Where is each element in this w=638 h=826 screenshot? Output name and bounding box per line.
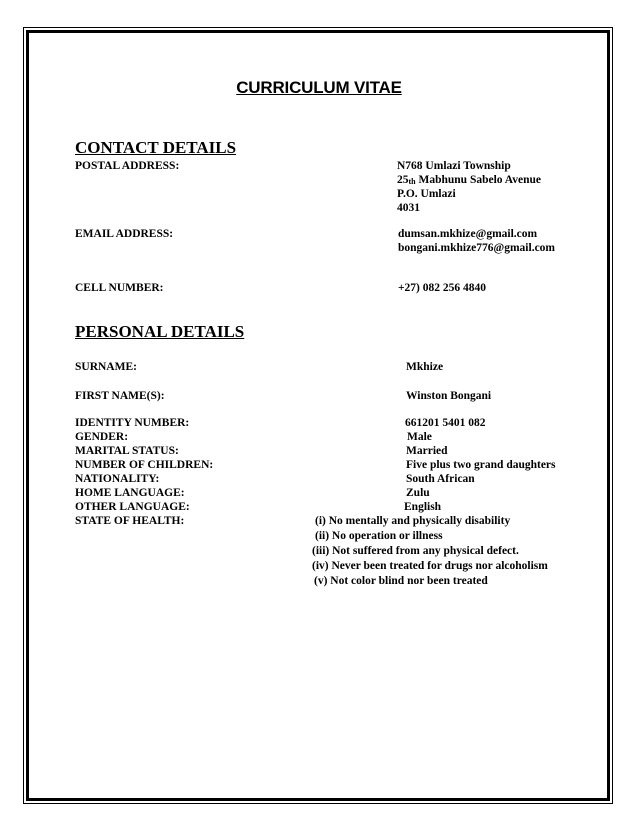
nationality-label: NATIONALITY: (75, 473, 160, 485)
identity-number-value: 661201 5401 082 (405, 417, 486, 429)
street-number: 25 (397, 174, 409, 186)
number-of-children-label: NUMBER OF CHILDREN: (75, 459, 214, 471)
street-name: Mabhunu Sabelo Avenue (418, 174, 541, 186)
home-language-label: HOME LANGUAGE: (75, 487, 185, 499)
contact-details-heading: CONTACT DETAILS (75, 138, 237, 157)
page-title: CURRICULUM VITAE (236, 78, 402, 97)
health-item-2: (ii) No operation or illness (315, 530, 443, 542)
postal-line-3: P.O. Umlazi (397, 188, 456, 200)
postal-line-1: N768 Umlazi Township (397, 160, 511, 172)
first-names-value: Winston Bongani (406, 390, 492, 402)
health-item-4: (iv) Never been treated for drugs nor alcoholism (312, 560, 548, 572)
health-item-3: (iii) Not suffered from any physical defect. (312, 545, 519, 557)
marital-status-value: Married (406, 445, 448, 457)
home-language-value: Zulu (406, 487, 430, 499)
email-value-2: bongani.mkhize776@gmail.com (398, 242, 556, 254)
other-language-value: English (404, 501, 442, 513)
marital-status-label: MARITAL STATUS: (75, 445, 179, 457)
state-of-health-label: STATE OF HEALTH: (75, 515, 185, 527)
other-language-label: OTHER LANGUAGE: (75, 501, 190, 513)
postal-line-2 (397, 174, 541, 186)
identity-number-label: IDENTITY NUMBER: (75, 417, 190, 429)
street-number-suffix: th (408, 177, 416, 186)
surname-label: SURNAME: (75, 361, 137, 373)
cell-number-value: +27) 082 256 4840 (398, 282, 487, 294)
gender-value: Male (407, 431, 432, 443)
cell-number-label: CELL NUMBER: (75, 282, 164, 294)
surname-value: Mkhize (406, 361, 444, 373)
nationality-value: South African (406, 473, 475, 485)
postal-address-label: POSTAL ADDRESS: (75, 160, 180, 172)
health-item-1: (i) No mentally and physically disability (315, 515, 511, 527)
number-of-children-value: Five plus two grand daughters (406, 459, 556, 471)
personal-details-heading: PERSONAL DETAILS (75, 322, 245, 341)
first-names-label: FIRST NAME(S): (75, 390, 165, 402)
gender-label: GENDER: (75, 431, 129, 443)
health-item-5: (v) Not color blind nor been treated (314, 575, 488, 587)
postal-line-4: 4031 (397, 202, 420, 214)
email-address-label: EMAIL ADDRESS: (75, 228, 174, 240)
email-value-1: dumsan.mkhize@gmail.com (398, 228, 538, 240)
